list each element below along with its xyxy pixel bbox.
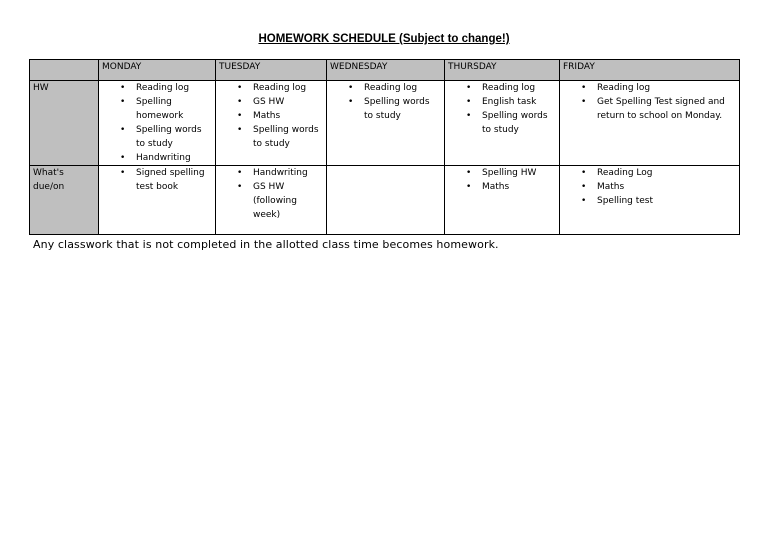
list-item: • Maths xyxy=(253,109,323,123)
item-list xyxy=(448,81,556,137)
item-list xyxy=(102,81,212,165)
item-list xyxy=(563,166,736,208)
cell-hw-wednesday xyxy=(327,81,445,166)
list-item: • GS HW xyxy=(253,95,323,109)
table-row xyxy=(30,81,740,166)
cell-due-thursday xyxy=(445,166,560,235)
list-item: • Spelling test xyxy=(597,194,736,208)
cell-hw-friday xyxy=(560,81,740,166)
cell-due-friday xyxy=(560,166,740,235)
homework-schedule-table xyxy=(29,59,740,235)
day-header-wednesday: WEDNESDAY xyxy=(327,60,445,81)
row-label-hw: HW xyxy=(30,81,99,166)
cell-due-tuesday xyxy=(216,166,327,235)
list-item: • Spelling words to study xyxy=(364,95,441,123)
list-item: • GS HW (following week) xyxy=(253,180,323,222)
page-title: HOMEWORK SCHEDULE (Subject to change!) xyxy=(258,33,510,45)
list-item: • English task xyxy=(482,95,556,109)
footnote: Any classwork that is not completed in the allotted class time becomes homework. xyxy=(33,238,499,251)
item-list xyxy=(330,81,441,123)
list-item: • Reading log xyxy=(597,81,736,95)
cell-hw-tuesday xyxy=(216,81,327,166)
day-header-friday: FRIDAY xyxy=(560,60,740,81)
cell-due-wednesday xyxy=(327,166,445,235)
list-item: • Reading log xyxy=(136,81,212,95)
list-item: • Reading log xyxy=(482,81,556,95)
list-item: • Reading Log xyxy=(597,166,736,180)
day-header-thursday: THURSDAY xyxy=(445,60,560,81)
list-item: • Spelling homework xyxy=(136,95,212,123)
list-item: • Spelling words to study xyxy=(482,109,556,137)
list-item: • Spelling HW xyxy=(482,166,556,180)
list-item: • Reading log xyxy=(253,81,323,95)
cell-due-monday xyxy=(99,166,216,235)
row-label-whats-due: What's due/on xyxy=(30,166,99,235)
item-list xyxy=(219,166,323,222)
list-item: • Handwriting xyxy=(136,151,212,165)
item-list xyxy=(219,81,323,151)
cell-hw-monday xyxy=(99,81,216,166)
list-item: • Spelling words to study xyxy=(136,123,212,151)
list-item: • Signed spelling test book xyxy=(136,166,212,194)
list-item: • Maths xyxy=(597,180,736,194)
list-item: • Handwriting xyxy=(253,166,323,180)
corner-cell xyxy=(30,60,99,81)
list-item: • Spelling words to study xyxy=(253,123,323,151)
list-item: • Reading log xyxy=(364,81,441,95)
day-header-tuesday: TUESDAY xyxy=(216,60,327,81)
item-list xyxy=(102,166,212,194)
header-row xyxy=(30,60,740,81)
day-header-monday: MONDAY xyxy=(99,60,216,81)
item-list xyxy=(448,166,556,194)
list-item: • Get Spelling Test signed and return to school on Monday. xyxy=(597,95,736,123)
cell-hw-thursday xyxy=(445,81,560,166)
item-list xyxy=(563,81,736,123)
table-row xyxy=(30,166,740,235)
list-item: • Maths xyxy=(482,180,556,194)
